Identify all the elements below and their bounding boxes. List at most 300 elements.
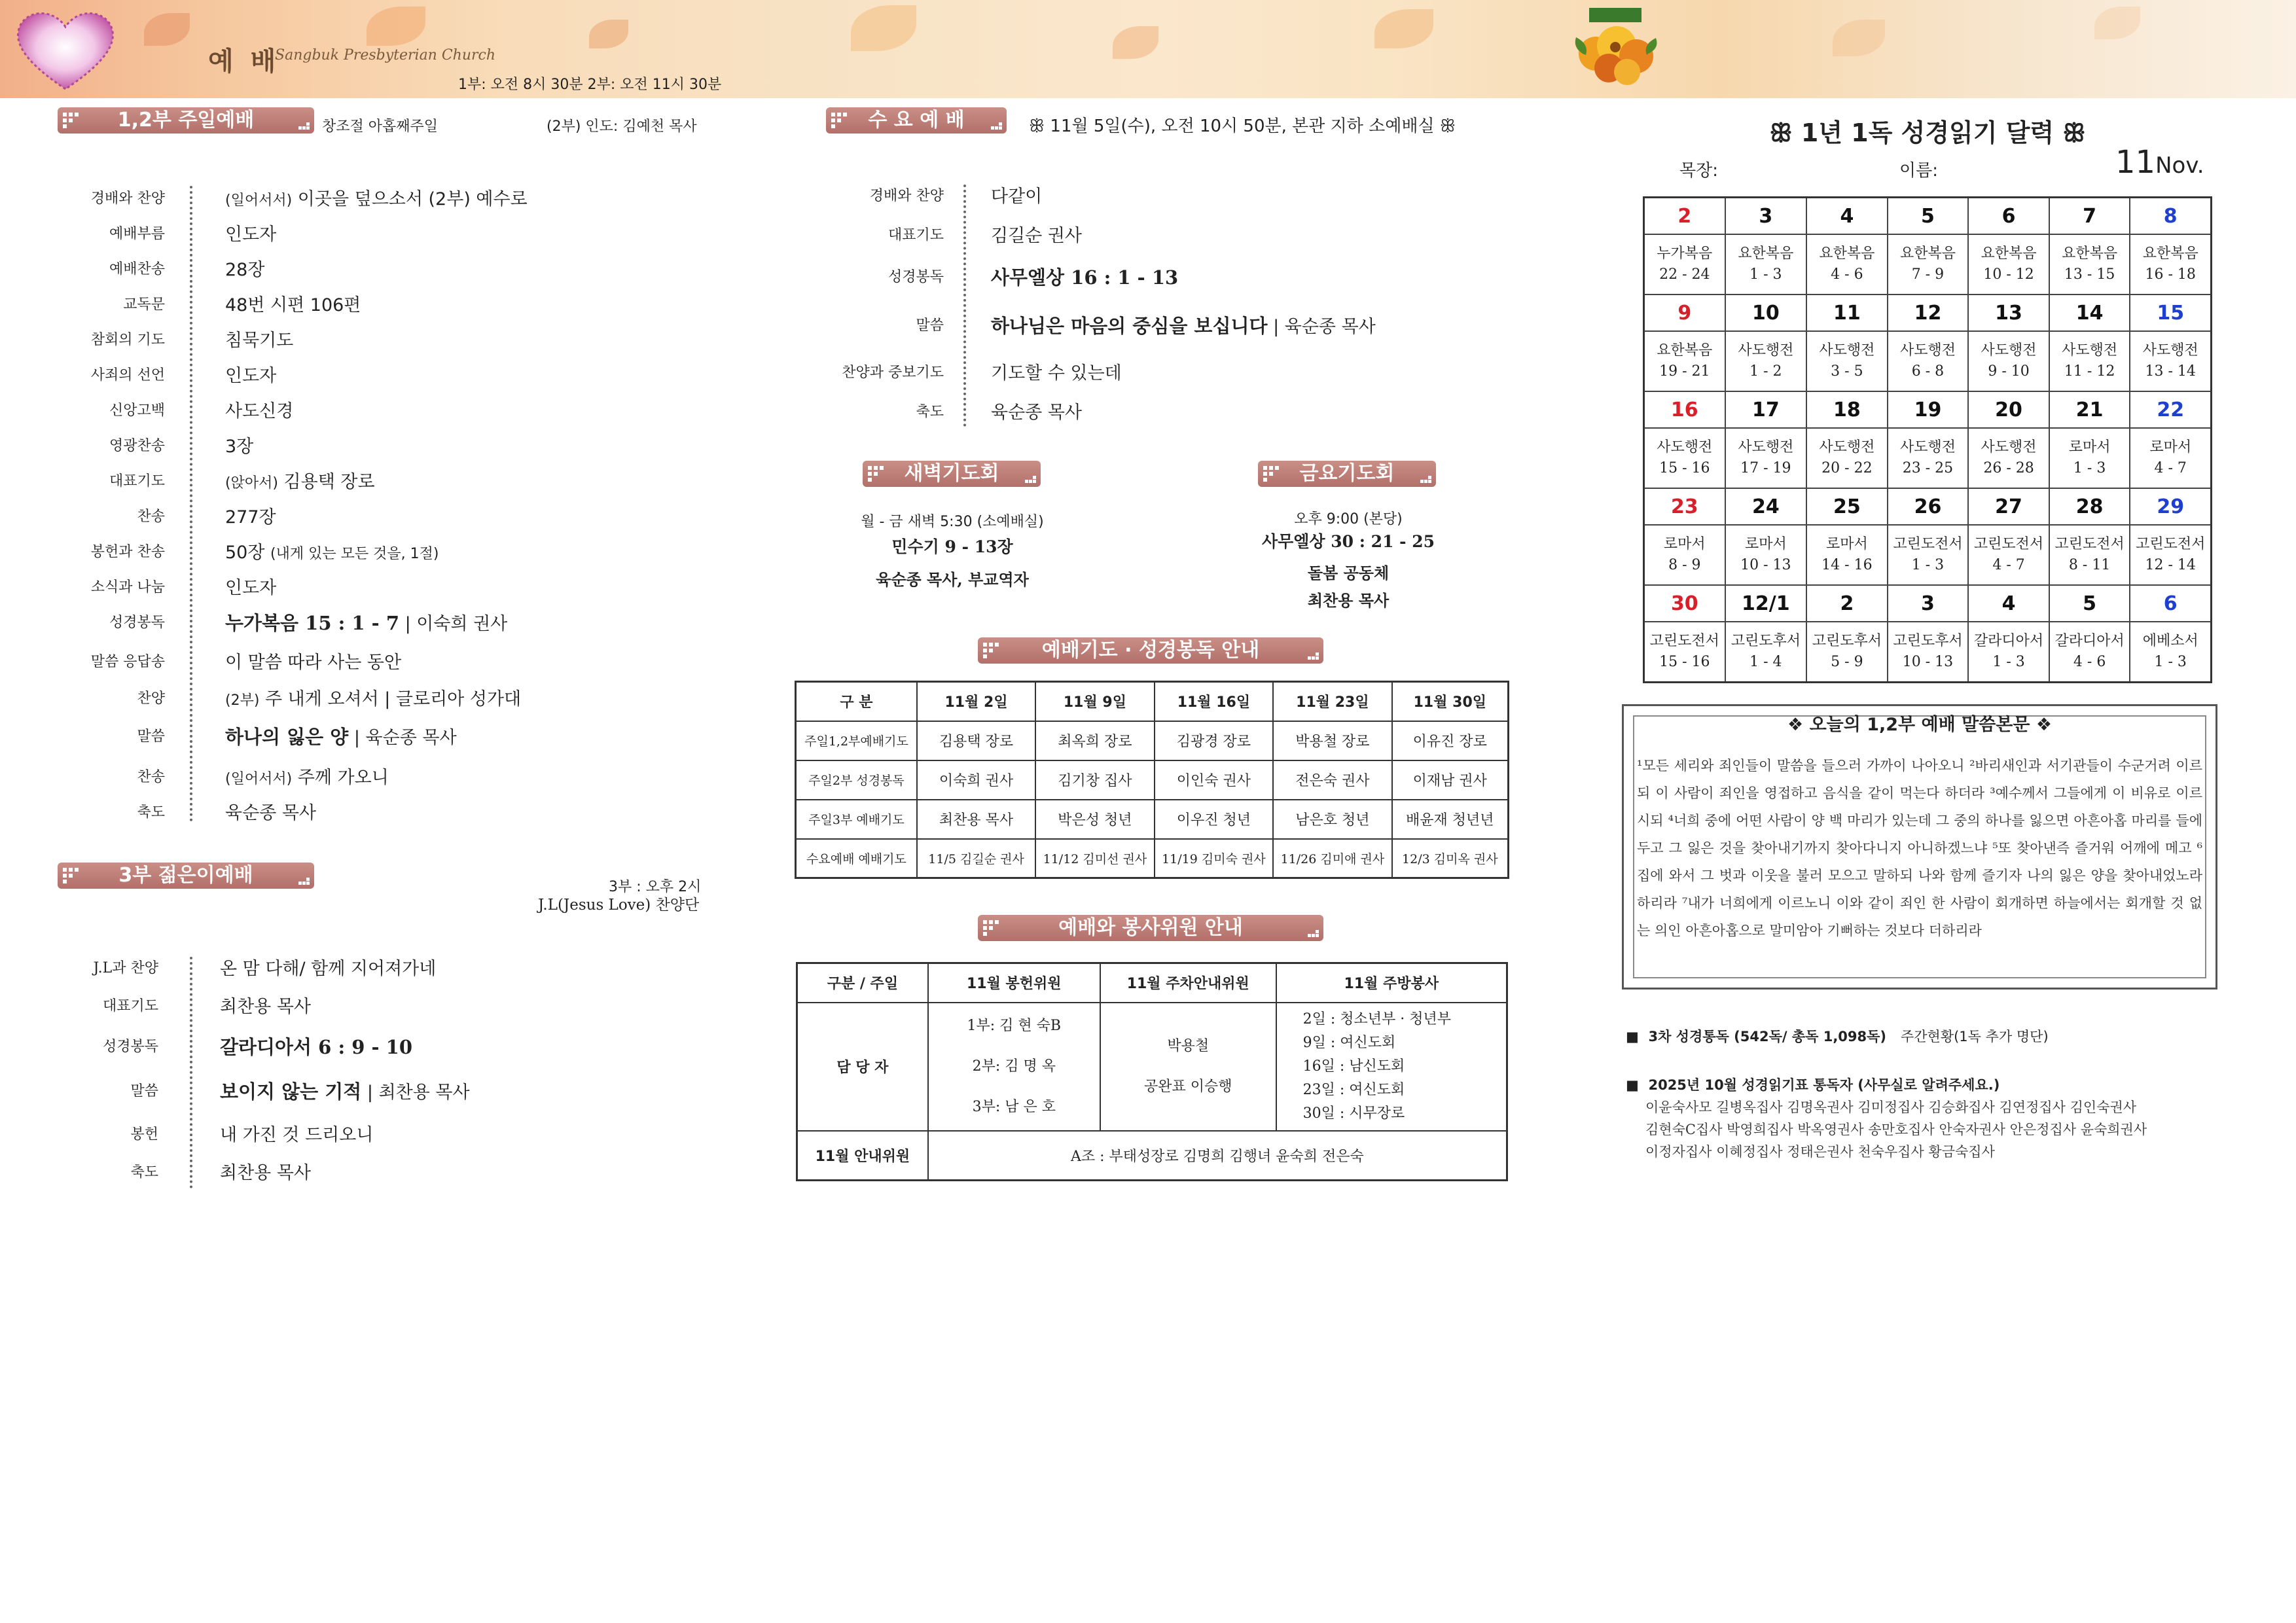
reading-book: 로마서 xyxy=(2149,439,2192,455)
calendar-reading xyxy=(2049,428,2130,488)
sunday-row-value xyxy=(225,685,521,710)
calendar-day: 14 xyxy=(2049,294,2130,331)
calendar-reading xyxy=(1644,525,1725,585)
table-cell: 이인숙 권사 xyxy=(1155,760,1273,800)
sunday-row-value xyxy=(225,763,389,789)
ornament-left-icon: ꕥ xyxy=(1769,118,1801,147)
sunday-row-label: 찬양 xyxy=(137,690,165,707)
ornament-left-icon: ꕥ xyxy=(1029,116,1050,136)
table-cell: 남은호 청년 xyxy=(1273,800,1391,839)
row-text: 최찬용 목사 xyxy=(220,997,311,1017)
reading-book: 요한복음 xyxy=(2062,245,2118,262)
friday-time: 오후 9:00 (본당) xyxy=(1294,511,1403,527)
reading-book: 요한복음 xyxy=(1819,245,1875,262)
reading-chapters: 11 - 12 xyxy=(2064,363,2115,380)
guide-volunteers: A조 : 부태성장로 김명희 김행녀 윤숙희 전은숙 xyxy=(928,1131,1507,1181)
calendar-day: 16 xyxy=(1644,391,1725,428)
calendar-day: 2 xyxy=(1806,585,1888,622)
calendar-day: 29 xyxy=(2130,488,2211,525)
table-header: 11월 주차안내위원 xyxy=(1100,963,1276,1003)
calendar-reading xyxy=(1888,428,1969,488)
sunday-row-value xyxy=(225,255,264,281)
reading-chapters: 10 - 13 xyxy=(1902,654,1954,670)
table-header: 11월 23일 xyxy=(1273,682,1391,721)
row-text: 최찬용 목사 xyxy=(220,1163,311,1183)
table-cell: 11/12 김미선 권사 xyxy=(1035,839,1154,878)
calendar-reading xyxy=(1644,331,1725,391)
reading-chapters: 1 - 3 xyxy=(1992,654,2025,670)
young-row-value xyxy=(220,954,436,980)
young-row-value xyxy=(220,1033,412,1060)
reading-book: 고린도후서 xyxy=(1812,633,1882,649)
row-text: 인도자 xyxy=(225,366,277,386)
sunday-row-value xyxy=(225,326,293,351)
dawn-text: 민수기 9 - 13장 xyxy=(891,537,1013,556)
table-row xyxy=(796,721,1509,760)
calendar-day: 7 xyxy=(2049,198,2130,235)
wednesday-info: ꕥ 11월 5일(수), 오전 10시 50분, 본관 지하 소예배실 ꕥ xyxy=(1029,116,1456,136)
calendar-reading xyxy=(1725,428,1807,488)
calendar-reading xyxy=(1644,428,1725,488)
reading-chapters: 7 - 9 xyxy=(1911,266,1945,283)
young-row-label: 축도 xyxy=(130,1164,158,1181)
dawn-prayer-label: 새벽기도회 xyxy=(863,461,1041,487)
young-row-value xyxy=(220,1120,373,1146)
calendar-reading-row xyxy=(1644,525,2212,585)
reading-chapters: 4 - 6 xyxy=(1831,266,1863,283)
wednesday-row-label: 축도 xyxy=(916,404,944,420)
square-bullet-icon: ■ xyxy=(1626,1077,1639,1093)
reading-book: 요한복음 xyxy=(1981,245,2037,262)
notice-reading-count: ■ 3차 성경통독 (542독/ 총독 1,098독) 주간현황(1독 추가 명단) xyxy=(1626,1029,2049,1044)
sunday-row-label: 예배부름 xyxy=(109,226,165,242)
reading-book: 요한복음 xyxy=(1899,245,1956,262)
calendar-day-row xyxy=(1644,585,2212,622)
reading-chapters: 23 - 25 xyxy=(1902,460,1954,476)
calendar-day: 15 xyxy=(2130,294,2211,331)
row-text: 김용택 장로 xyxy=(283,472,375,492)
sunday-row-label: 찬송 xyxy=(137,769,165,785)
table-cell: 최찬용 목사 xyxy=(917,800,1035,839)
table-header: 구분 / 주일 xyxy=(797,963,928,1003)
sunday-service-label: 1,2부 주일예배 xyxy=(58,107,314,134)
row-emphasis: 사무엘상 16 : 1 - 13 xyxy=(991,266,1179,289)
sunday-row-value xyxy=(225,220,276,245)
row-text: 인도자 xyxy=(225,224,277,245)
wednesday-row-value xyxy=(991,263,1178,290)
calendar-reading xyxy=(1968,331,2049,391)
calendar-reading xyxy=(2130,622,2211,683)
row-text: 사도신경 xyxy=(225,401,294,421)
reading-book: 요한복음 xyxy=(1657,342,1713,359)
row-text: 김길순 권사 xyxy=(991,226,1082,246)
young-row-label: 봉헌 xyxy=(130,1126,158,1143)
reading-chapters: 16 - 18 xyxy=(2145,266,2196,283)
table-row xyxy=(796,760,1509,800)
corner-pattern-icon xyxy=(1420,474,1431,483)
wednesday-row-value xyxy=(991,398,1082,423)
row-prefix: (일어서서) xyxy=(225,771,293,787)
calendar-day: 5 xyxy=(2049,585,2130,622)
reading-chapters: 9 - 10 xyxy=(1988,363,2030,380)
ornament-right-icon: ꕥ xyxy=(2054,118,2086,147)
table-cell: 김광경 장로 xyxy=(1155,721,1273,760)
church-name: Sangbuk Presbyterian Church xyxy=(275,47,496,63)
table-header: 구 분 xyxy=(796,682,917,721)
calendar-reading xyxy=(2130,331,2211,391)
reading-chapters: 19 - 21 xyxy=(1659,363,1710,380)
calendar-day: 9 xyxy=(1644,294,1725,331)
reading-chapters: 22 - 24 xyxy=(1659,266,1710,283)
friday-pastor: 최찬용 목사 xyxy=(1307,591,1390,610)
calendar-day: 18 xyxy=(1806,391,1888,428)
table-header: 11월 30일 xyxy=(1392,682,1509,721)
row-text: | 육순종 목사 xyxy=(353,728,457,748)
friday-text: 사무엘상 30 : 21 - 25 xyxy=(1261,532,1435,551)
sunday-row-value xyxy=(225,467,375,493)
reading-book: 에베소서 xyxy=(2142,633,2198,649)
dotted-divider xyxy=(190,186,195,822)
sunday-row-label: 축도 xyxy=(137,804,165,821)
table-header: 11월 주방봉사 xyxy=(1276,963,1507,1003)
sunday-row-label: 영광찬송 xyxy=(109,438,165,454)
reading-book: 사도행전 xyxy=(1738,342,1794,359)
calendar-reading xyxy=(1806,234,1888,294)
calendar-day-row xyxy=(1644,488,2212,525)
young-row-value xyxy=(220,1077,470,1104)
calendar-reading xyxy=(2049,234,2130,294)
reading-book: 고린도후서 xyxy=(1893,633,1963,649)
young-service-label: 3부 젊은이예배 xyxy=(58,863,314,889)
calendar-day: 6 xyxy=(2130,585,2211,622)
sunday-row-label: 신앙고백 xyxy=(109,402,165,419)
reading-book: 갈라디아서 xyxy=(1973,633,2044,649)
table-cell: 11/5 김길순 권사 xyxy=(917,839,1035,878)
reading-book: 사도행전 xyxy=(1981,439,2037,455)
reading-chapters: 20 - 22 xyxy=(1821,460,1873,476)
row-text: 이 말씀 따라 사는 동안 xyxy=(225,652,402,673)
reading-book: 고린도전서 xyxy=(1649,633,1719,649)
calendar-day: 2 xyxy=(1644,198,1725,235)
reading-chapters: 14 - 16 xyxy=(1821,557,1873,573)
calendar-month: 11Nov. xyxy=(2115,144,2204,181)
bible-reading-calendar xyxy=(1643,196,2212,683)
row-text: | 최찬용 목사 xyxy=(367,1082,470,1103)
calendar-day: 11 xyxy=(1806,294,1888,331)
reading-book: 누가복음 xyxy=(1657,245,1713,262)
calendar-day: 28 xyxy=(2049,488,2130,525)
reading-book: 사도행전 xyxy=(1819,439,1875,455)
wednesday-row-label: 성경봉독 xyxy=(888,269,944,285)
calendar-reading-row xyxy=(1644,234,2212,294)
calendar-day: 23 xyxy=(1644,488,1725,525)
reading-book: 고린도전서 xyxy=(2136,536,2206,552)
reading-chapters: 1 - 2 xyxy=(1749,363,1782,380)
calendar-day-row xyxy=(1644,294,2212,331)
prayer-reading-table xyxy=(795,681,1509,879)
sunday-row-label: 예배찬송 xyxy=(109,261,165,277)
row-text: 이곳을 덮으소서 (2부) 예수로 xyxy=(297,189,528,209)
row-text: 주께 가오니 xyxy=(297,768,389,788)
scripture-text: ¹모든 세리와 죄인들이 말씀을 들으러 가까이 나아오니 ²바리새인과 서기관들이 수군거려 이르되 이 사람이 죄인을 영접하고 음식을 같이 먹는다 하더라 ³예수께서 그들에게 이 비유로 이르시되 ⁴너희 중에 어떤 사람이 양 백 마리가 있는데 그 중의 하나를 잃으면 아흔아홉 마리를 들에 두고 그 잃은 것을 찾아내기까지 찾아다니지 아니하겠느냐 ⁵또 찾아낸즉 즐거워 어깨에 메고 ⁶집에 와서 그 벗과 이웃을 불러 모으고 말하되 나와 함께 즐기자 나의 잃은 양을 찾아내었노라 하리라 ⁷내가 너희에게 이르노니 이와 같이 죄인 한 사람이 회개하면 하늘에서는 회개할 것 없는 의인 아흔아홉으로 말미암아 기뻐하는 것보다 더하리라 xyxy=(1637,758,2202,938)
reading-chapters: 4 - 7 xyxy=(1992,557,2025,573)
sunday-row-value xyxy=(225,361,276,387)
wednesday-row-label: 대표기도 xyxy=(888,227,944,243)
sunday-leader: (2부) 인도: 김예천 목사 xyxy=(547,118,697,135)
calendar-reading xyxy=(1806,428,1888,488)
calendar-reading xyxy=(1888,331,1969,391)
calendar-day: 20 xyxy=(1968,391,2049,428)
sunday-row-label: 찬송 xyxy=(137,508,165,525)
wednesday-row-value xyxy=(991,182,1042,207)
calendar-day: 10 xyxy=(1725,294,1807,331)
calendar-reading-row xyxy=(1644,622,2212,683)
prayer-reading-label: 예배기도 · 성경봉독 안내 xyxy=(978,637,1323,664)
calendar-reading xyxy=(2049,331,2130,391)
reader-names: 김현숙C집사 박영희집사 박옥영권사 송만호집사 안숙자권사 안은정집사 윤숙희권사 xyxy=(1645,1122,2147,1137)
row-header-cell: 주일2부 성경봉독 xyxy=(796,760,917,800)
reading-book: 사도행전 xyxy=(1899,439,1956,455)
reading-chapters: 13 - 15 xyxy=(2064,266,2115,283)
dawn-pastors: 육순종 목사, 부교역자 xyxy=(876,570,1029,589)
row-text: 육순종 목사 xyxy=(225,803,316,823)
row-text: 육순종 목사 xyxy=(991,402,1082,423)
row-prefix: (앉아서) xyxy=(225,475,278,491)
row-text: 28장 xyxy=(225,260,265,280)
sunday-row-value xyxy=(225,609,507,635)
wednesday-service-label: 수 요 예 배 xyxy=(826,107,1007,134)
table-cell: 최옥희 장로 xyxy=(1035,721,1154,760)
calendar-reading xyxy=(1725,525,1807,585)
scripture-title: ❖ 오늘의 1,2부 예배 말씀본문 ❖ xyxy=(1787,715,2053,735)
sunday-subtitle: 창조절 아홉째주일 xyxy=(322,118,439,135)
scripture-box xyxy=(1622,704,2217,990)
reading-book: 요한복음 xyxy=(2142,245,2198,262)
table-cell: 박은성 청년 xyxy=(1035,800,1154,839)
sunday-row-label: 소식과 나눔 xyxy=(90,579,165,596)
reading-book: 사도행전 xyxy=(1899,342,1956,359)
reading-chapters: 10 - 13 xyxy=(1740,557,1791,573)
row-header-cell: 주일1,2부예배기도 xyxy=(796,721,917,760)
calendar-reading xyxy=(1725,331,1807,391)
young-row-label: J.L과 찬양 xyxy=(93,960,158,976)
calendar-day: 5 xyxy=(1888,198,1969,235)
dawn-time: 월 - 금 새벽 5:30 (소예배실) xyxy=(861,514,1044,530)
calendar-reading xyxy=(2049,622,2130,683)
row-text: 주 내게 오셔서 | 글로리아 성가대 xyxy=(265,689,522,709)
reading-chapters: 15 - 16 xyxy=(1659,654,1710,670)
name-label: 이름: xyxy=(1899,161,1938,181)
calendar-day-row xyxy=(1644,391,2212,428)
table-header: 11월 9일 xyxy=(1035,682,1154,721)
calendar-day: 4 xyxy=(1968,585,2049,622)
guide-label: 11월 안내위원 xyxy=(797,1131,928,1181)
sunday-row-value xyxy=(225,722,457,749)
calendar-day: 17 xyxy=(1725,391,1807,428)
calendar-day: 12 xyxy=(1888,294,1969,331)
table-header: 11월 2일 xyxy=(917,682,1035,721)
table-row xyxy=(796,800,1509,839)
reading-book: 사도행전 xyxy=(1819,342,1875,359)
friday-care: 돌봄 공동체 xyxy=(1307,563,1390,582)
calendar-day: 19 xyxy=(1888,391,1969,428)
reader-names: 이정자집사 이혜정집사 정태은권사 천숙우집사 황금숙집사 xyxy=(1645,1144,1995,1160)
reading-book: 요한복음 xyxy=(1738,245,1794,262)
table-cell: 박용철 장로 xyxy=(1273,721,1391,760)
sunday-row-value xyxy=(225,397,293,422)
corner-pattern-icon xyxy=(298,876,309,885)
reading-chapters: 4 - 7 xyxy=(2154,460,2187,476)
young-row-label: 대표기도 xyxy=(102,998,158,1014)
sunday-row-label: 봉헌과 찬송 xyxy=(90,544,165,560)
table-cell: 이재남 권사 xyxy=(1392,760,1509,800)
row-text: | 이숙희 권사 xyxy=(404,614,508,634)
sunday-row-label: 성경봉독 xyxy=(109,615,165,631)
wednesday-row-label: 찬양과 중보기도 xyxy=(842,365,944,381)
reading-chapters: 1 - 4 xyxy=(1749,654,1782,670)
reading-chapters: 10 - 12 xyxy=(1983,266,2034,283)
calendar-reading xyxy=(1888,525,1969,585)
row-text: | 육순종 목사 xyxy=(1273,317,1376,337)
row-text: 277장 xyxy=(225,507,276,527)
sunday-row-value xyxy=(225,573,276,599)
row-text: 온 맘 다해/ 함께 지어져가네 xyxy=(220,959,437,979)
corner-pattern-icon xyxy=(298,120,309,130)
table-cell: 11/26 김미애 권사 xyxy=(1273,839,1391,878)
reader-names: 이윤숙사모 길병옥집사 김명옥권사 김미정집사 김승화집사 김연정집사 김인숙권사 xyxy=(1645,1099,2137,1115)
reading-chapters: 8 - 11 xyxy=(2068,557,2111,573)
sunday-row-label: 교독문 xyxy=(123,296,165,313)
sunday-row-value xyxy=(225,291,361,316)
notice-reading-list: ■ 2025년 10월 성경읽기표 통독자 (사무실로 알려주세요.) xyxy=(1626,1077,2000,1093)
sunday-row-value xyxy=(225,185,528,210)
table-cell: 김용택 장로 xyxy=(917,721,1035,760)
reading-chapters: 1 - 3 xyxy=(2073,460,2106,476)
reading-book: 사도행전 xyxy=(1738,439,1794,455)
reading-chapters: 26 - 28 xyxy=(1983,460,2034,476)
duty-label: 담 당 자 xyxy=(797,1003,928,1131)
calendar-day: 6 xyxy=(1968,198,2049,235)
calendar-day: 26 xyxy=(1888,488,1969,525)
reading-chapters: 3 - 5 xyxy=(1831,363,1863,380)
young-row-value xyxy=(220,992,311,1018)
reading-book: 로마서 xyxy=(2068,439,2111,455)
service-volunteer-table xyxy=(796,962,1508,1181)
table-cell: 배윤재 청년년 xyxy=(1392,800,1509,839)
table-header: 11월 봉헌위원 xyxy=(928,963,1100,1003)
reading-chapters: 5 - 9 xyxy=(1831,654,1863,670)
reading-chapters: 12 - 14 xyxy=(2145,557,2196,573)
reading-book: 고린도후서 xyxy=(1731,633,1801,649)
sunday-row-label: 경배와 찬양 xyxy=(90,190,165,207)
calendar-day: 22 xyxy=(2130,391,2211,428)
calendar-reading xyxy=(2130,428,2211,488)
friday-prayer-label: 금요기도회 xyxy=(1258,461,1436,487)
calendar-reading xyxy=(2130,525,2211,585)
row-text: 내 가진 것 드리오니 xyxy=(220,1125,374,1145)
young-row-label: 성경봉독 xyxy=(102,1039,158,1055)
calendar-title: ꕥ 1년 1독 성경읽기 달력 ꕥ xyxy=(1769,118,2086,147)
row-emphasis: 보이지 않는 기적 xyxy=(220,1080,362,1103)
sunday-row-label: 말씀 xyxy=(137,728,165,745)
table-cell: 이숙희 권사 xyxy=(917,760,1035,800)
corner-pattern-icon xyxy=(1308,651,1318,660)
reading-chapters: 1 - 3 xyxy=(2154,654,2187,670)
row-text: 기도할 수 있는데 xyxy=(991,363,1122,383)
calendar-reading xyxy=(1644,234,1725,294)
calendar-day: 30 xyxy=(1644,585,1725,622)
row-text: 다같이 xyxy=(991,187,1043,207)
calendar-reading xyxy=(1806,525,1888,585)
reading-chapters: 17 - 19 xyxy=(1740,460,1791,476)
calendar-day: 8 xyxy=(2130,198,2211,235)
table-cell: 이우진 청년 xyxy=(1155,800,1273,839)
reading-book: 고린도전서 xyxy=(2054,536,2125,552)
calendar-day: 13 xyxy=(1968,294,2049,331)
row-text: 침묵기도 xyxy=(225,330,294,351)
table-cell: 이유진 장로 xyxy=(1392,721,1509,760)
wednesday-row-value xyxy=(991,359,1122,384)
row-text: 48번 시편 106편 xyxy=(225,295,361,315)
row-text: 인도자 xyxy=(225,578,277,598)
calendar-reading xyxy=(1968,622,2049,683)
table-header: 11월 16일 xyxy=(1155,682,1273,721)
service-volunteer-label: 예배와 봉사위원 안내 xyxy=(978,915,1323,941)
reading-chapters: 6 - 8 xyxy=(1911,363,1945,380)
wednesday-row-label: 경배와 찬양 xyxy=(869,188,944,204)
row-text: 50장 xyxy=(225,543,265,563)
flower-basket-icon xyxy=(1563,8,1668,94)
calendar-reading xyxy=(1644,622,1725,683)
parish-label: 목장: xyxy=(1679,161,1718,181)
calendar-reading xyxy=(1806,622,1888,683)
reading-book: 로마서 xyxy=(1663,536,1706,552)
calendar-day: 3 xyxy=(1888,585,1969,622)
row-prefix: (2부) xyxy=(225,692,260,709)
reading-chapters: 8 - 9 xyxy=(1668,557,1701,573)
young-time: 3부 : 오후 2시 xyxy=(609,879,702,895)
young-choir: J.L(Jesus Love) 찬양단 xyxy=(538,897,700,914)
calendar-reading xyxy=(1968,525,2049,585)
young-row-value xyxy=(220,1158,311,1184)
sunday-row-label: 사죄의 선언 xyxy=(90,367,165,383)
corner-pattern-icon xyxy=(991,120,1001,130)
service-times: 1부: 오전 8시 30분 2부: 오전 11시 30분 xyxy=(458,77,722,93)
table-row xyxy=(796,839,1509,878)
calendar-day: 21 xyxy=(2049,391,2130,428)
calendar-day: 27 xyxy=(1968,488,2049,525)
sunday-row-value xyxy=(225,648,401,673)
calendar-reading xyxy=(1888,622,1969,683)
reading-book: 갈라디아서 xyxy=(2054,633,2125,649)
calendar-reading xyxy=(2049,525,2130,585)
calendar-reading xyxy=(1968,428,2049,488)
reading-chapters: 15 - 16 xyxy=(1659,460,1710,476)
row-emphasis: 하나의 잃은 양 xyxy=(225,726,349,748)
reading-book: 고린도전서 xyxy=(1893,536,1963,552)
wednesday-row-label: 말씀 xyxy=(916,317,944,334)
page-title: 예 배 xyxy=(208,46,280,77)
calendar-reading xyxy=(1888,234,1969,294)
reading-book: 사도행전 xyxy=(1981,342,2037,359)
reading-chapters: 1 - 3 xyxy=(1911,557,1945,573)
calendar-day-row xyxy=(1644,198,2212,235)
reading-book: 로마서 xyxy=(1826,536,1868,552)
table-cell: 11/19 김미숙 권사 xyxy=(1155,839,1273,878)
offering-volunteers: 1부: 김 현 숙B 2부: 김 명 옥 3부: 남 은 호 xyxy=(928,1003,1100,1131)
sunday-row-value xyxy=(225,503,276,528)
ornament-right-icon: ꕥ xyxy=(1434,116,1456,136)
